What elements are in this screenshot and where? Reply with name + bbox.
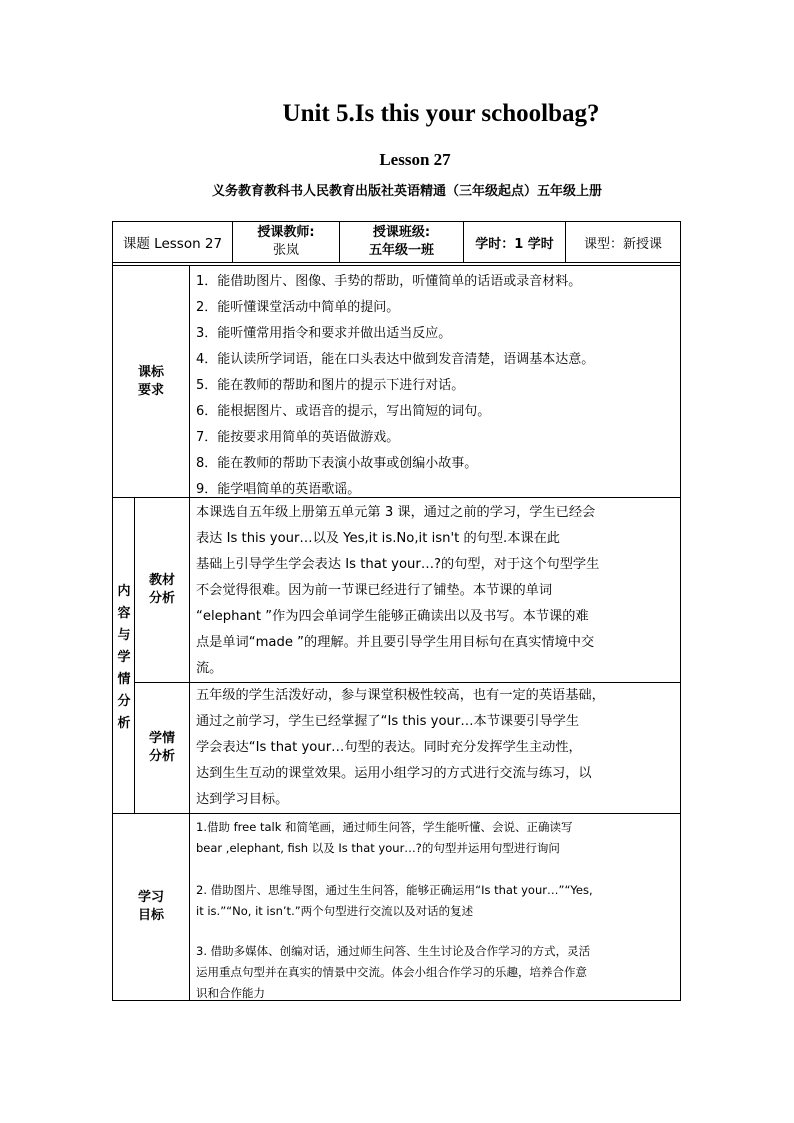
hours-cell: 学时：1 学时 xyxy=(475,236,554,252)
requirement-item: 2．能听懂课堂活动中简单的提问。 xyxy=(196,300,400,315)
class-cell xyxy=(340,222,463,262)
class-name: 五年级一班 xyxy=(368,243,434,258)
analysis-label-char: 与 xyxy=(117,628,131,643)
teacher-cell xyxy=(233,222,339,262)
requirement-item: 6．能根据图片、或语音的提示，写出简短的词句。 xyxy=(196,404,491,419)
textbook-subtitle: 义务教育教科书人民教育出版社英语精通（三年级起点）五年级上册 xyxy=(211,184,602,199)
student-analysis-text: 五年级的学生活泼好动，参与课堂积极性较高，也有一定的英语基础， 通过之前学习，学生已经掌握了“Is this your…本节课要引导学生 学会表达“Is that your…句型的表达。同时充分发挥学生主动性， 达到生生互动的课堂效果。运用小组学习的方式进行交流与练习，以 达到学习目标。 xyxy=(196,688,605,807)
analysis-label-char: 内 xyxy=(117,584,131,599)
document-title: Unit 5.Is this your schoolbag? xyxy=(282,100,600,127)
requirements-label: 课标 要求 xyxy=(137,364,164,398)
table-rule-info-bottom xyxy=(112,262,681,263)
table-rule-info-bottom-double xyxy=(112,265,681,266)
requirement-item: 5．能在教师的帮助和图片的提示下进行对话。 xyxy=(196,378,465,393)
requirement-item: 3．能听懂常用指令和要求并做出适当反应。 xyxy=(196,326,452,341)
class-label: 授课班级: xyxy=(372,225,431,240)
requirement-item: 8．能在教师的帮助下表演小故事或创编小故事。 xyxy=(196,456,478,471)
material-analysis-text: 本课选自五年级上册第五单元第 3 课，通过之前的学习，学生已经会 表达 Is this your…以及 Yes,it is.No,it isn't 的句型.本课在此 基础上引导学生学会表达 Is that your…?的句型，对于这个句型学生 不会觉得很难。因为前一节课已经进行了铺垫。本节课的单词 “elephant ”作为四会单词学生能够正确读出以及书写。本节课的难 点是单词“made ”的理解。并且要引导学生用目标句在真实情境中交 流。 xyxy=(196,505,600,676)
teacher-label: 授课教师: xyxy=(257,225,315,240)
material-analysis-label: 教材 分析 xyxy=(148,573,175,606)
requirement-item: 9．能学唱简单的英语歌谣。 xyxy=(196,482,361,497)
learning-goals-label: 学习 目标 xyxy=(137,890,164,923)
student-analysis-label: 学情 分析 xyxy=(148,731,175,764)
requirement-item: 7．能按要求用简单的英语做游戏。 xyxy=(196,430,400,445)
requirement-item: 1．能借助图片、图像、手势的帮助，听懂简单的话语或录音材料。 xyxy=(196,274,582,289)
topic-cell: 课题 Lesson 27 xyxy=(122,236,223,252)
analysis-label-char: 分 xyxy=(117,694,131,709)
analysis-label-char: 容 xyxy=(117,606,131,621)
analysis-label-char: 析 xyxy=(117,716,131,731)
lesson-type-cell: 课型：新授课 xyxy=(583,236,662,252)
analysis-label-char: 情 xyxy=(117,672,131,687)
analysis-label-char: 学 xyxy=(117,650,131,665)
table-rule-label-col xyxy=(189,265,190,1001)
table-rule-analysis-bottom xyxy=(112,813,681,814)
table-border-right xyxy=(680,221,681,1001)
requirement-item: 4．能认读所学词语，能在口头表达中做到发音清楚，语调基本达意。 xyxy=(196,352,595,367)
teacher-name: 张岚 xyxy=(272,243,299,258)
lesson-heading: Lesson 27 xyxy=(379,150,451,169)
learning-goal-3: 3. 借助多媒体、创编对话，通过师生问答、生生讨论及合作学习的方式，灵活 运用重点句型并在真实的情景中交流。体会小组合作学习的乐趣，培养合作意 识和合作能力 xyxy=(196,944,591,1000)
learning-goal-2: 2. 借助图片、思维导图，通过生生问答，能够正确运用“Is that your…”“Yes, it is.”“No, it isn’t.”两个句型进行交流以及对话的复述 xyxy=(196,883,593,918)
learning-goal-1: 1.借助 free talk 和简笔画，通过师生问答，学生能听懂、会说、正确读写 bear ,elephant, fish 以及 Is that your…?的句型并运用句型进行询问 xyxy=(196,820,573,855)
table-rule-requirements-bottom xyxy=(112,497,681,498)
